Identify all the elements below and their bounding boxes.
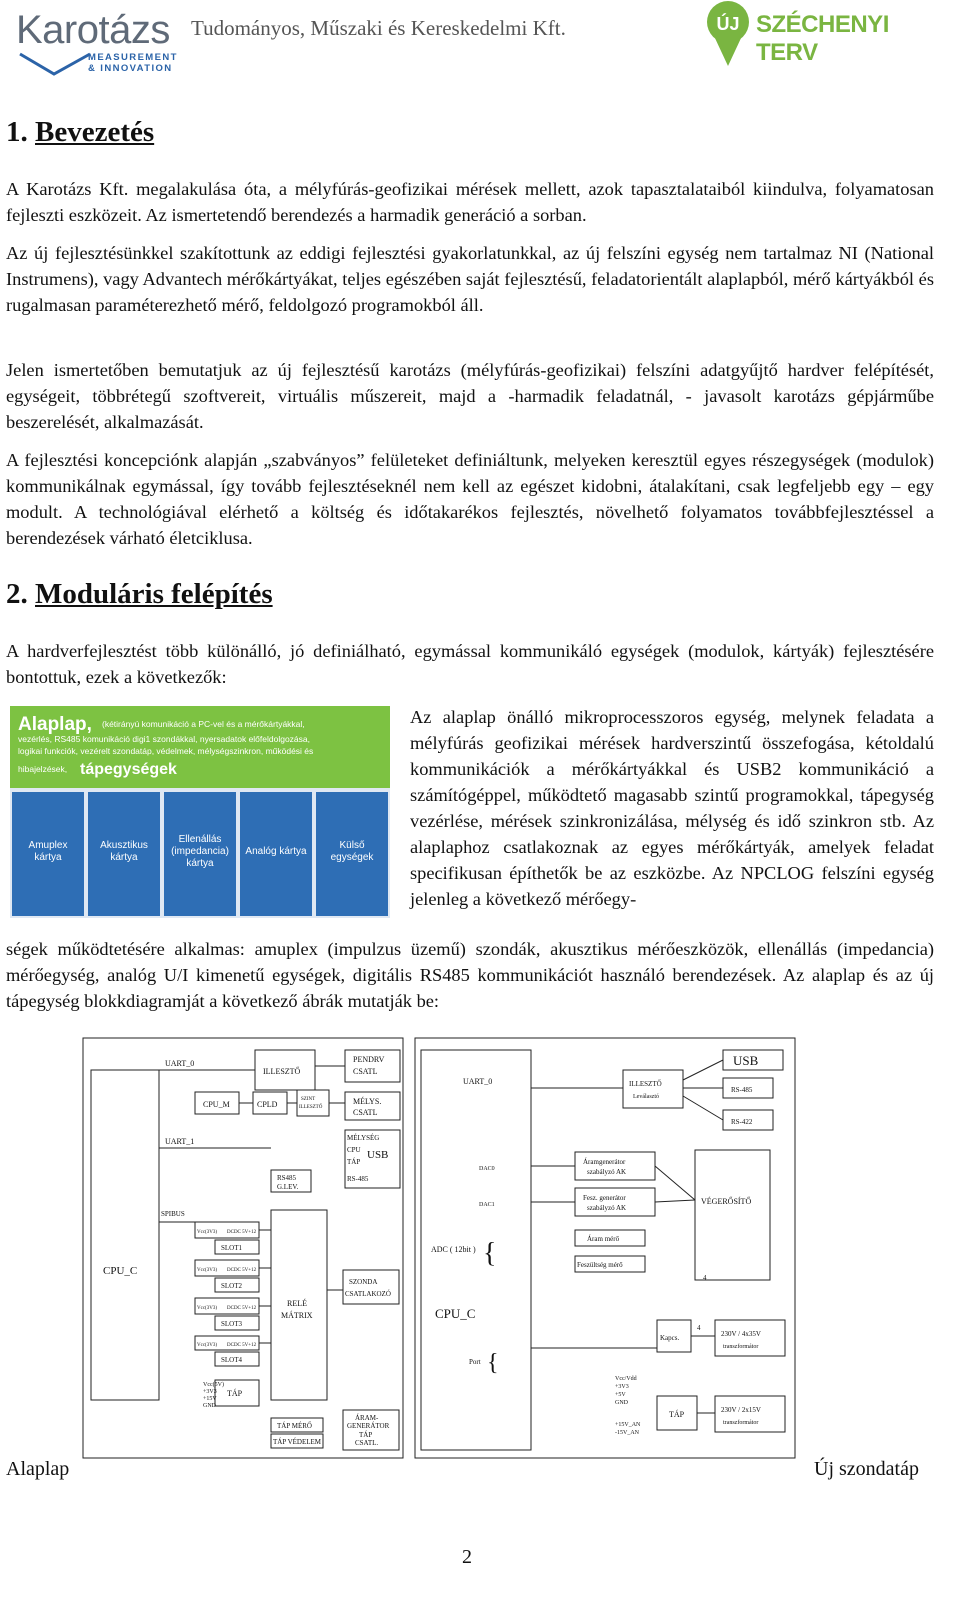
label-dcdc4: DCDC 5V+12 bbox=[227, 1343, 257, 1348]
label-tap: TÁP bbox=[347, 1158, 361, 1166]
fig1-desc-2: vezérlés, RS485 komunikáció digi1 szondákkal, nyersadatok előfeldolgozása, bbox=[18, 734, 311, 744]
section-2-intro: A hardverfejlesztést több különálló, jó definiálható, egymással kommunikáló egységek (modulok, kártyák) fejlesztésére bontottuk, ezek a következők: bbox=[6, 641, 934, 687]
label-csatlakozo: CSATLAKOZÓ bbox=[345, 1290, 391, 1298]
label-r-tap: TÁP bbox=[669, 1410, 685, 1419]
label-r-cpuc: CPU_C bbox=[435, 1306, 476, 1321]
label-r-gnd: GND bbox=[615, 1400, 628, 1406]
label-spibus: SPIBUS bbox=[161, 1210, 185, 1218]
logo-wordmark: Karotázs bbox=[16, 8, 170, 52]
fig1-card-2-label: kártya bbox=[186, 858, 214, 869]
page-header bbox=[0, 0, 960, 90]
label-cpld: CPLD bbox=[257, 1100, 278, 1109]
label-csatl2: CSATL. bbox=[355, 1439, 379, 1447]
section-1-heading bbox=[6, 116, 154, 149]
label-melyseg: MÉLYSÉG bbox=[347, 1134, 380, 1142]
label-slot4: SLOT4 bbox=[221, 1356, 242, 1364]
label-pendrv-csatl: CSATL bbox=[353, 1067, 378, 1076]
label-r-aramgen: Áramgenerátor bbox=[583, 1158, 626, 1166]
label-dcdc2: DCDC 5V+12 bbox=[227, 1268, 257, 1273]
label-r-port: Port bbox=[469, 1358, 481, 1366]
label-vcc1: Vcc(3V3) bbox=[197, 1230, 217, 1235]
section-1-title: Bevezetés bbox=[35, 116, 155, 148]
section-2-title: Moduláris felépítés bbox=[35, 578, 273, 610]
caption-alaplap: Alaplap bbox=[6, 1458, 70, 1480]
fig1-desc-3: logikai funkciók, vezérelt szondatáp, védelmek, mélységszinkron, működési és bbox=[18, 746, 314, 756]
label-dcdc1: DCDC 5V+12 bbox=[227, 1230, 257, 1235]
label-gnd: GND bbox=[203, 1403, 216, 1409]
caption-szondatap: Új szondatáp bbox=[814, 1458, 919, 1480]
section-1-number: 1. bbox=[6, 116, 28, 148]
label-tap3: TÁP bbox=[359, 1431, 373, 1439]
label-tapmero: TÁP MÉRŐ bbox=[277, 1422, 312, 1430]
label-generator: GENERÁTOR bbox=[347, 1422, 390, 1430]
label-tap2: TÁP bbox=[227, 1389, 243, 1398]
label-r-adc: ADC ( 12bit ) bbox=[431, 1245, 476, 1254]
fig1-card-3-label: Analóg kártya bbox=[245, 846, 307, 857]
badge-uj: ÚJ bbox=[716, 14, 740, 34]
cpu-c-block bbox=[91, 1070, 159, 1400]
label-r-trafo2: 230V / 2x15V bbox=[721, 1406, 761, 1414]
fig1-card-2-label: Ellenállás bbox=[178, 834, 222, 845]
label-szonda: SZONDA bbox=[349, 1278, 378, 1286]
szint-block bbox=[297, 1090, 329, 1116]
label-slot2: SLOT2 bbox=[221, 1282, 242, 1290]
label-r-rs422: RS-422 bbox=[731, 1118, 753, 1126]
label-rs485: RS485 bbox=[277, 1174, 297, 1182]
label-cpuc: CPU_C bbox=[103, 1265, 138, 1277]
label-uart1: UART_1 bbox=[165, 1137, 195, 1146]
label-matrix: MÁTRIX bbox=[281, 1311, 313, 1320]
fig1-card-4-label: Külső bbox=[339, 840, 365, 851]
label-v33: +3V3 bbox=[203, 1389, 217, 1395]
label-rele: RELÉ bbox=[287, 1299, 307, 1308]
trafo2-block bbox=[715, 1396, 785, 1432]
label-r-kapcs: Kapcs. bbox=[660, 1334, 680, 1342]
fig1-desc-1: (kétirányú komunikáció a PC-vel és a mérőkártyákkal, bbox=[102, 719, 305, 729]
label-szint-illeszto: ILLESZTŐ bbox=[299, 1105, 323, 1110]
label-usb: USB bbox=[367, 1149, 389, 1161]
label-r-trafo1: 230V / 4x35V bbox=[721, 1330, 761, 1338]
fig1-card-1-label: Akusztikus bbox=[100, 840, 148, 851]
page-number: 2 bbox=[462, 1546, 472, 1568]
paragraph-3: Jelen ismertetőben bemutatjuk az új fejlesztésű karotázs (mélyfúrás-geofizikai) felszíni adatgyűjtő hardver felépítését, egységeit, többrétegű szoftvereit, virtuális műszereit, majd a -harmadik feladatnál, - javasolt karotázs gépjárműbe beszerelését, alkalmazását. bbox=[6, 360, 934, 432]
vegerosito-block bbox=[695, 1150, 770, 1280]
label-r-trafo1b: transzformátor bbox=[723, 1344, 759, 1350]
label-r-szab-ak2: szabályzó AK bbox=[587, 1204, 627, 1212]
label-r-leval: Leválasztó bbox=[633, 1094, 659, 1100]
label-r-feszgen: Fesz. generátor bbox=[583, 1194, 626, 1202]
label-r-port-brace: { bbox=[487, 1350, 499, 1376]
label-melys-csatl: CSATL bbox=[353, 1108, 378, 1117]
label-r-n4: 4 bbox=[703, 1274, 707, 1282]
label-pendrv: PENDRV bbox=[353, 1055, 385, 1064]
szechenyi-terv-logo bbox=[706, 0, 944, 68]
block-diagram-figure bbox=[75, 1030, 805, 1460]
fig1-card-1-label: kártya bbox=[110, 852, 138, 863]
label-dcdc3: DCDC 5V+12 bbox=[227, 1306, 257, 1311]
paragraph-4: A fejlesztési koncepciónk alapján „szabványos” felületeket definiáltunk, melyeken keresztül egyes részegységek (modulok) kommunikálnak egymással, így tovább fejlesztéseknél nem kell az egészet kidobni, átalakítani, csak legfeljebb egy – egy modult. A technológiával elérhető a költség és időtakarékos fejlesztés, növelhető folyamatos továbbfejlesztéssel a berendezések várható életciklusa. bbox=[6, 450, 934, 548]
label-r-vcc: Vcc/Vdd bbox=[615, 1376, 637, 1382]
karotazs-logo bbox=[14, 8, 179, 74]
company-name: Tudományos, Műszaki és Kereskedelmi Kft. bbox=[191, 16, 566, 40]
fig1-card-group bbox=[12, 792, 388, 916]
label-glev: G.LEV. bbox=[277, 1183, 299, 1191]
fig1-card-2-label: (impedancia) bbox=[171, 846, 229, 857]
alaplap-labels bbox=[103, 1055, 391, 1447]
label-r-n4b: 4 bbox=[697, 1324, 701, 1332]
label-r-illeszto: ILLESZTŐ bbox=[629, 1080, 662, 1088]
label-r-brace: { bbox=[483, 1238, 497, 1269]
motherboard-description: Az alaplap önálló mikroprocesszoros egység, melynek feladata a mélyfúrás geofizikai mérések hardverszintű összefogása, kétoldalú kommunikációk a mérőkártyákkal és USB2 kommunikáció a számítógéppel, működtető magasabb szintű programokkal, tápegység vezérlése, mérések szinkronizálása, mélység és idő szinkron stb. Az alaplaphoz csatlakoznak az egyes mérőkártyák, amelyek feladat specifikusan építhetők be az eszközbe. Az NPCLOG felszíni egység jelenleg a következő mérőegy- bbox=[410, 707, 934, 909]
label-r-v5: +5V bbox=[615, 1392, 626, 1398]
fig1-card-4-label: egységek bbox=[330, 852, 374, 863]
label-aram: ÁRAM- bbox=[355, 1414, 379, 1422]
label-r-v15: +15V_AN bbox=[615, 1422, 641, 1428]
label-r-rs485: RS-485 bbox=[731, 1086, 753, 1094]
label-melys: MÉLYS. bbox=[353, 1097, 382, 1106]
paragraph-1: A Karotázs Kft. megalakulása óta, a mélyfúrás-geofizikai mérések mellett, azok tapasztalataiból kiindulva, folyamatosan fejleszti eszközeit. Az ismertetendő berendezés a harmadik generáció a sorban. bbox=[6, 179, 934, 225]
badge-text: SZÉCHENYI TERV bbox=[756, 11, 889, 66]
section-2-heading bbox=[6, 578, 273, 611]
label-r-vm15: -15V_AN bbox=[615, 1430, 639, 1436]
motherboard-modules-figure bbox=[10, 706, 390, 918]
trafo1-block bbox=[715, 1320, 785, 1356]
section-2-number: 2. bbox=[6, 578, 28, 610]
pin-icon bbox=[706, 0, 754, 68]
label-r-trafo2b: transzformátor bbox=[723, 1420, 759, 1426]
label-r-vegerosito: VÉGERŐSÍTŐ bbox=[701, 1197, 752, 1206]
logo-check-icon bbox=[14, 48, 94, 78]
label-rs485b: RS-485 bbox=[347, 1175, 369, 1183]
illeszto-right-block bbox=[623, 1070, 683, 1108]
fig1-desc-4: hibajelzések, bbox=[18, 764, 68, 774]
label-v15: +15V bbox=[203, 1396, 217, 1402]
fig1-card-0-label: Amuplex bbox=[28, 840, 68, 851]
fig1-title: Alaplap, bbox=[18, 714, 92, 735]
logo-subline-2: & INNOVATION bbox=[88, 63, 173, 74]
label-r-v33: +3V3 bbox=[615, 1384, 629, 1390]
paragraph-2: Az új fejlesztésünkkel szakítottunk az eddigi fejlesztési gyakorlatunkkal, az új felszíni egység nem tartalmaz NI (National Instrumens), vagy Advantech mérőkártyákat, teljes egészében saját fejlesztésű, feladatorientált alaplapból, mérő kártyákból és rugalmasan paraméterezhető mérő, feldolgozó programokból áll. bbox=[6, 243, 934, 315]
label-cpum: CPU_M bbox=[203, 1100, 230, 1109]
label-r-uart0: UART_0 bbox=[463, 1077, 493, 1086]
fig1-tapegysegek: tápegységek bbox=[80, 761, 177, 778]
szonda-block bbox=[343, 1270, 399, 1304]
logo-subline-1: MEASUREMENT bbox=[88, 52, 178, 63]
label-r-usb: USB bbox=[733, 1053, 759, 1068]
label-slot1: SLOT1 bbox=[221, 1244, 242, 1252]
label-slot3: SLOT3 bbox=[221, 1320, 242, 1328]
label-r-feszmero: Feszültség mérő bbox=[577, 1261, 623, 1269]
label-tapvedelem: TÁP VÉDELEM bbox=[273, 1438, 322, 1446]
label-vcc2: Vcc(3V3) bbox=[197, 1268, 217, 1273]
label-illeszto: ILLESZTŐ bbox=[263, 1067, 301, 1076]
fig1-card-0-label: kártya bbox=[34, 852, 62, 863]
measurement-units-paragraph: ségek működtetésére alkalmas: amuplex (impulzus üzemű) szondák, akusztikus mérőeszközök, ellenállás (impedancia) mérőegység, analóg U/I kimenetű egységek, digitális RS485 kommunikációt használó berendezések. Az alaplap és az új tápegység blokkdiagramját a következő ábrák mutatják be: bbox=[6, 939, 934, 1011]
label-cpu: CPU bbox=[347, 1146, 361, 1154]
szondatap-labels bbox=[431, 1053, 761, 1436]
label-szint: SZINT bbox=[301, 1097, 316, 1102]
label-r-dac1: DAC1 bbox=[479, 1202, 495, 1208]
label-uart0: UART_0 bbox=[165, 1059, 195, 1068]
label-vcc3: Vcc(3V3) bbox=[197, 1306, 217, 1311]
label-r-szab-ak: szabályzó AK bbox=[587, 1168, 627, 1176]
label-r-arammero: Áram mérő bbox=[587, 1235, 620, 1243]
label-r-dac0: DAC0 bbox=[479, 1166, 495, 1172]
label-vcc5: Vcc(5V) bbox=[203, 1382, 224, 1388]
label-vcc4: Vcc(3V3) bbox=[197, 1343, 217, 1348]
